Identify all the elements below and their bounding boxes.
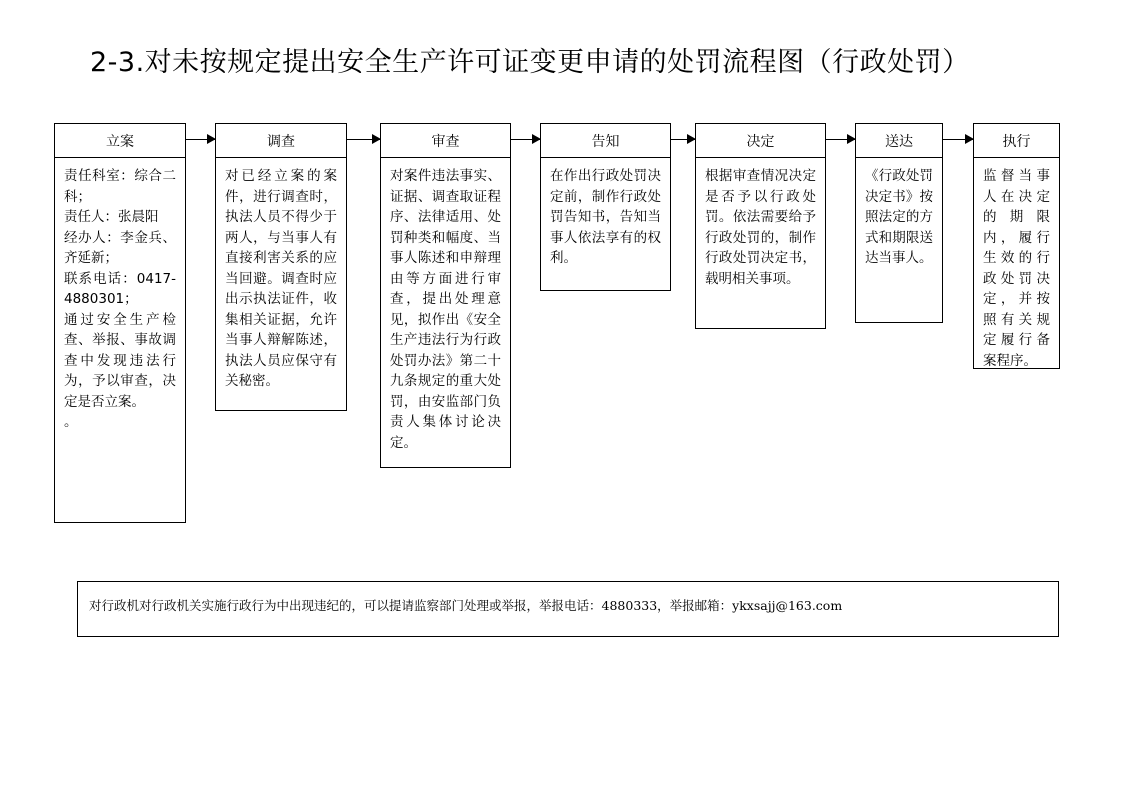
step-decision-box xyxy=(695,123,826,329)
step-filing-text: 责任科室：综合二科； 责任人：张晨阳 经办人：李金兵、齐延新； 联系电话：0417-4880301； 通过安全生产检查、举报、事故调查中发现违法行为，予以审查，决定是否立案。 。 xyxy=(64,168,176,430)
page-title: 2-3.对未按规定提出安全生产许可证变更申请的处罚流程图（行政处罚） xyxy=(90,47,970,78)
arrow-connector xyxy=(943,139,973,140)
step-execution-box xyxy=(973,123,1060,369)
arrow-connector xyxy=(186,139,215,140)
arrow-connector xyxy=(347,139,380,140)
step-notification-box xyxy=(540,123,671,291)
step-review-label: 审查 xyxy=(381,124,510,158)
arrow-connector xyxy=(511,139,540,140)
step-decision-label: 决定 xyxy=(696,124,825,158)
step-notification-label: 告知 xyxy=(541,124,670,158)
arrow-connector xyxy=(826,139,855,140)
step-notification-text: 在作出行政处罚决定前，制作行政处罚告知书，告知当事人依法享有的权利。 xyxy=(550,168,661,266)
step-review-box xyxy=(380,123,511,468)
supervision-notice: 对行政机对行政机关实施行政行为中出现违纪的，可以提请监察部门处理或举报，举报电话：4880333，举报邮箱：ykxsajj@163.com xyxy=(77,581,1059,637)
step-investigation-text: 对已经立案的案件，进行调查时，执法人员不得少于两人，与当事人有直接利害关系的应当回避。调查时应出示执法证件，收集相关证据，允许当事人辩解陈述，执法人员应保守有关秘密。 xyxy=(225,168,337,389)
arrow-connector xyxy=(671,139,695,140)
step-investigation-label: 调查 xyxy=(216,124,346,158)
step-execution-text: 监督当事人在决定的期限内，履行生效的行政处罚决定，并按照有关规定履行备案程序。 xyxy=(983,168,1050,369)
step-delivery-box xyxy=(855,123,943,323)
step-execution-label: 执行 xyxy=(974,124,1059,158)
step-delivery-text: 《行政处罚决定书》按照法定的方式和期限送达当事人。 xyxy=(865,168,933,266)
step-investigation-box xyxy=(215,123,347,411)
step-filing-label: 立案 xyxy=(55,124,185,158)
step-delivery-label: 送达 xyxy=(856,124,942,158)
step-decision-text: 根据审查情况决定是否予以行政处罚。依法需要给予行政处罚的，制作行政处罚决定书，载明相关事项。 xyxy=(705,168,816,287)
step-filing-box xyxy=(54,123,186,523)
step-review-text: 对案件违法事实、证据、调查取证程序、法律适用、处罚种类和幅度、当事人陈述和申辩理由等方面进行审查，提出处理意见，拟作出《安全生产违法行为行政处罚办法》第二十九条规定的重大处罚，由安监部门负责人集体讨论决定。 xyxy=(390,168,501,451)
